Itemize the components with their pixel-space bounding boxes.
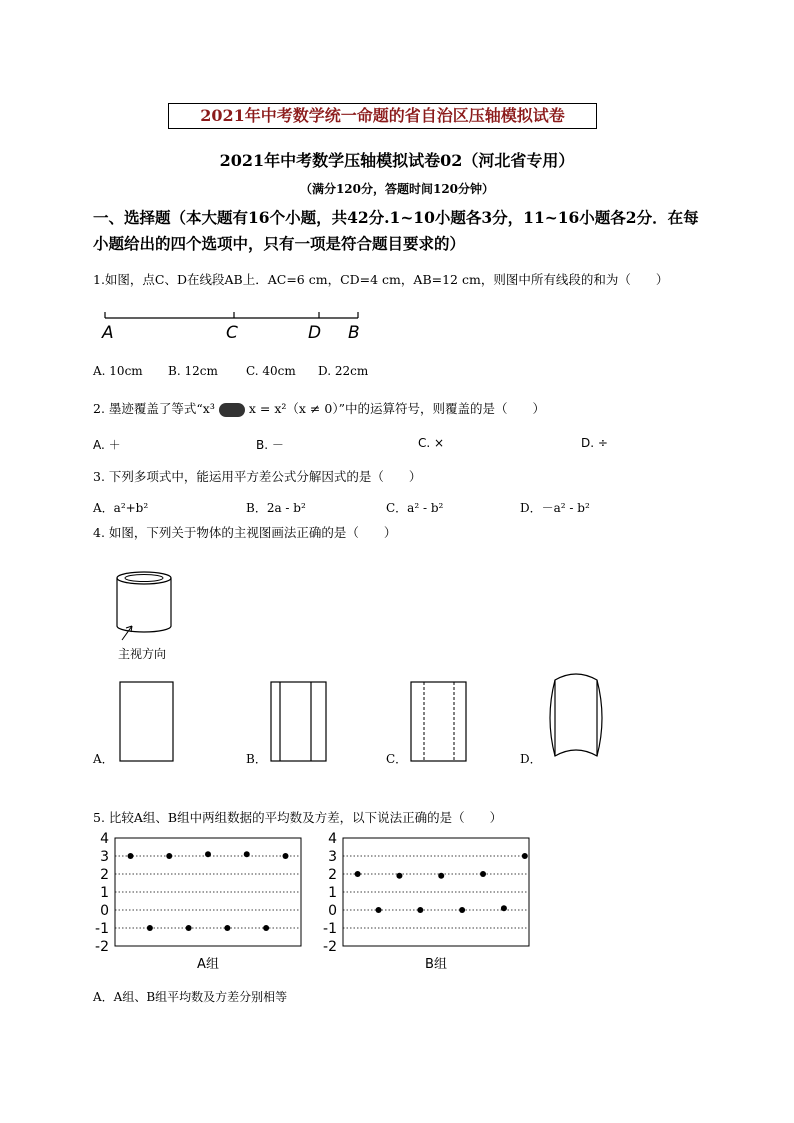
chart-group-b	[313, 830, 543, 978]
y-tick-label: -1	[95, 921, 109, 937]
chart-group-a	[85, 830, 315, 978]
y-tick-label: -2	[95, 939, 109, 955]
q2-option-d: D. ÷	[581, 436, 608, 450]
q4-option-c-view	[410, 681, 468, 763]
data-point	[147, 925, 153, 931]
data-point	[244, 851, 250, 857]
y-tick-label: 2	[100, 867, 109, 883]
q1-option-d: D. 22cm	[318, 364, 369, 378]
y-tick-label: 4	[100, 831, 109, 847]
q5-stem: 5. 比较A组、B组中两组数据的平均数及方差，以下说法正确的是（ ）	[93, 810, 503, 825]
point-label-d: D	[308, 323, 322, 343]
data-point	[396, 873, 402, 879]
q2-option-b: B. －	[256, 438, 284, 452]
y-tick-label: -2	[323, 939, 337, 955]
q4-option-b-view	[270, 681, 328, 763]
q4-hollow-cylinder-figure	[110, 568, 200, 663]
q2-option-a: A. ＋	[93, 438, 121, 452]
data-point	[459, 907, 465, 913]
data-point	[522, 853, 528, 859]
y-tick-label: 3	[328, 849, 337, 865]
data-point	[355, 871, 361, 877]
exam-series-banner: 2021年中考数学统一命题的省自治区压轴模拟试卷	[168, 103, 597, 129]
y-tick-label: 0	[100, 903, 109, 919]
data-point	[205, 851, 211, 857]
q1-option-c: C. 40cm	[246, 364, 296, 378]
q4-option-a-label: A．	[93, 752, 114, 766]
q4-option-c-label: C．	[386, 752, 408, 766]
data-point	[224, 925, 230, 931]
q4-option-d-label: D．	[520, 752, 542, 766]
y-tick-label: 1	[100, 885, 109, 901]
page-title: 2021年中考数学压轴模拟试卷02（河北省专用）	[219, 151, 575, 170]
data-point	[438, 873, 444, 879]
q1-segment-figure	[100, 308, 370, 346]
y-tick-label: 4	[328, 831, 337, 847]
data-point	[186, 925, 192, 931]
view-direction-label: 主视方向	[118, 647, 167, 661]
data-point	[128, 853, 134, 859]
section-heading: 一、选择题（本大题有16个小题，共42分.1~10小题各3分，11~16小题各2分．在每小题给出的四个选项中，只有一项是符合题目要求的）	[93, 208, 699, 253]
q4-option-b-label: B．	[246, 752, 267, 766]
data-point	[283, 853, 289, 859]
q4-option-a-view	[119, 681, 175, 763]
chart-a-plot	[95, 831, 301, 972]
chart-b-plot	[323, 831, 529, 972]
ink-blot-icon	[219, 403, 245, 417]
q2-option-c: C. ×	[418, 436, 445, 450]
q4-stem: 4. 如图，下列关于物体的主视图画法正确的是（ ）	[93, 525, 397, 540]
data-point	[376, 907, 382, 913]
q2-stem	[93, 399, 545, 417]
q3-stem: 3. 下列多项式中，能运用平方差公式分解因式的是（ ）	[93, 469, 422, 484]
q3-option-a: A．a²+b²	[93, 501, 149, 515]
data-point	[501, 905, 507, 911]
x-axis-label: A组	[197, 957, 219, 972]
q3-option-d: D．－a² - b²	[520, 501, 590, 515]
q3-option-c: C．a² - b²	[386, 501, 444, 515]
q3-option-b: B．2a - b²	[246, 501, 306, 515]
point-label-a: A	[102, 323, 114, 343]
y-tick-label: 1	[328, 885, 337, 901]
q2-stem-before: 2. 墨迹覆盖了等式“x³	[93, 401, 215, 416]
data-point	[263, 925, 269, 931]
x-axis-label: B组	[425, 957, 447, 972]
point-label-b: B	[348, 323, 360, 343]
y-tick-label: -1	[323, 921, 337, 937]
point-label-c: C	[226, 323, 238, 343]
data-point	[166, 853, 172, 859]
q2-stem-after: x = x²（x ≠ 0）”中的运算符号，则覆盖的是（ ）	[248, 401, 545, 416]
q4-option-d-view	[543, 670, 609, 766]
q1-option-b: B. 12cm	[168, 364, 218, 378]
data-point	[480, 871, 486, 877]
q1-option-a: A. 10cm	[93, 364, 143, 378]
exam-subtitle: （满分120分，答题时间120分钟）	[299, 182, 495, 196]
y-tick-label: 3	[100, 849, 109, 865]
y-tick-label: 0	[328, 903, 337, 919]
data-point	[417, 907, 423, 913]
q1-stem: 1.如图，点C、D在线段AB上．AC=6 cm，CD=4 cm，AB=12 cm，则图中所有线段的和为（ ）	[93, 272, 669, 287]
q5-option-a: A．A组、B组平均数及方差分别相等	[93, 990, 288, 1004]
y-tick-label: 2	[328, 867, 337, 883]
